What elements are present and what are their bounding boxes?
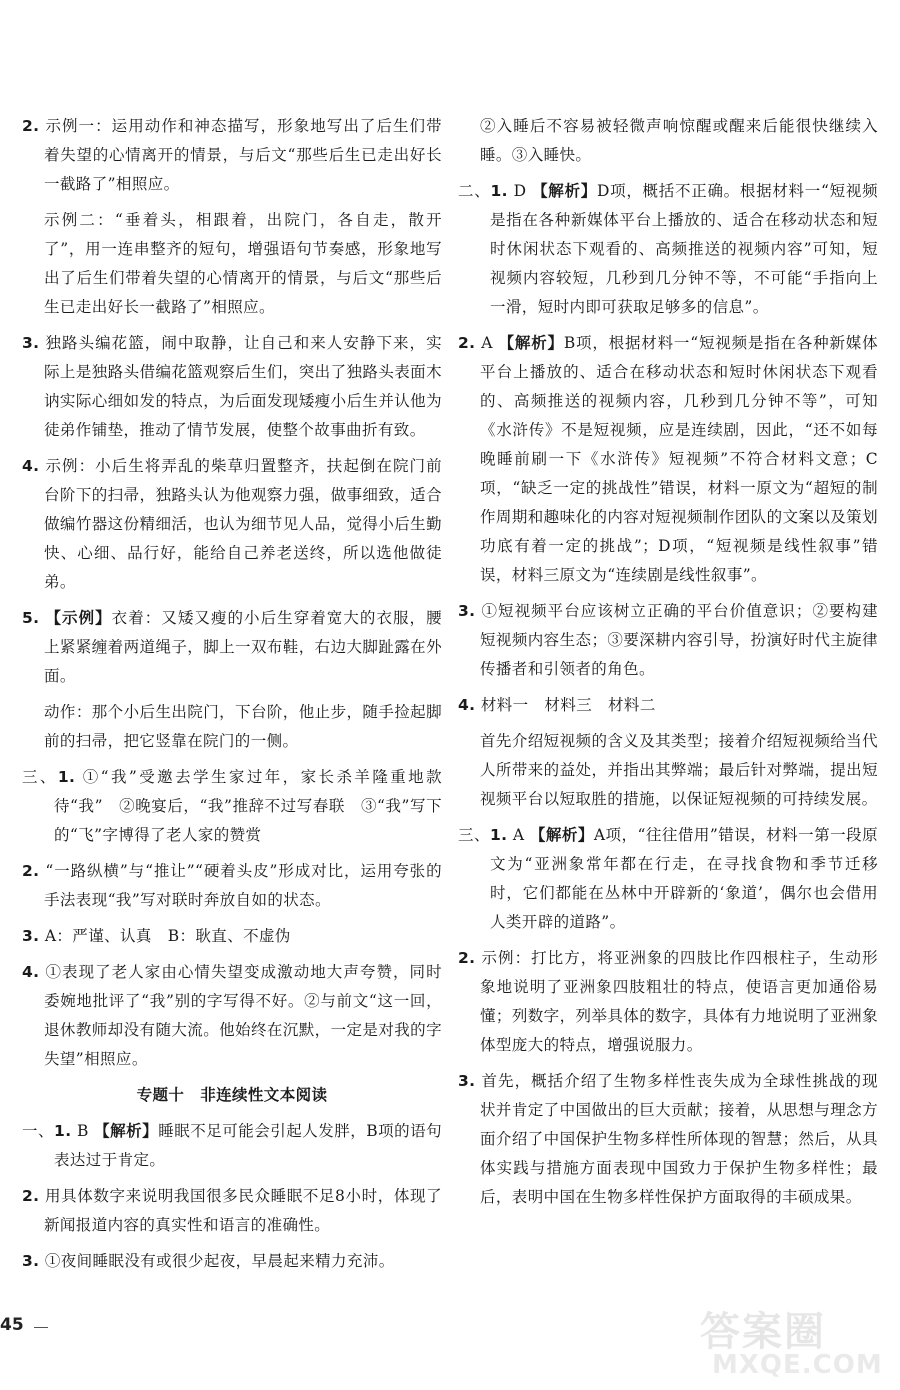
section-title: 专题十 非连续性文本阅读 [136,1086,328,1104]
watermark-url: MXQE.COM [712,1350,883,1380]
left-s3-q2: 2. “一路纵横”与“推让”“硬着头皮”形成对比，运用夸张的手法表现“我”写对联时奔放自如的状态。 [22,862,442,909]
right-s2-q3: 3. ①短视频平台应该树立正确的平台价值意识；②要构建短视频内容生态；③要深耕内容引导，扮演好时代主旋律传播者和引领者的角色。 [458,602,878,678]
left-q4: 4. 示例：小后生将弄乱的柴草归置整齐，扶起倒在院门前台阶下的扫帚，独路头认为他观察力强，做事细致，适合做编竹器这份精细活，也认为细节见人品，觉得小后生勤快、心细、品行好，能给自己养老送终，所以选他做徒弟。 [22,457,442,591]
right-s3-q2: 2. 示例：打比方，将亚洲象的四肢比作四根柱子，生动形象地说明了亚洲象四肢粗壮的特点，使语言更加通俗易懂；列数字，列举具体的数字，具体有力地说明了亚洲象体型庞大的特点，增强说服力。 [458,949,878,1054]
left-s3-q4: 4. ①表现了老人家由心情失望变成激动地大声夸赞，同时委婉地批评了“我”别的字写得不好。②与前文“这一回，退休教师却没有随大流。他始终在沉默，一定是对我的字失望”相照应。 [22,963,442,1068]
left-s3-q3: 3. A：严谨、认真 B：耿直、不虚伪 [22,927,291,945]
footer-rule [34,1327,48,1328]
left-q5-clothing: 5. 【示例】衣着：又矮又瘦的小后生穿着宽大的衣服，腰上紧紧缠着两道绳子，脚上一双布鞋，右边大脚趾露在外面。 [22,609,442,685]
left-q2-example2: 示例二：“垂着头，相跟着，出院门，各自走，散开了”，用一连串整齐的短句，增强语句节奏感，形象地写出了后生们带着失望的心情离开的情景，与后文“那些后生已走出好长一截路了”相照应。 [44,211,442,316]
left-q2-example1: 2. 示例一：运用动作和神态描写，形象地写出了后生们带着失望的心情离开的情景，与后文“那些后生已走出好长一截路了”相照应。 [22,117,442,193]
left-s1-q1: 一、1. B 【解析】睡眠不足可能会引起人发胖，B项的语句表达过于肯定。 [22,1122,443,1169]
right-s2-q1: 二、1. D 【解析】D项，概括不正确。根据材料一“短视频是指在各种新媒体平台上播放的、适合在移动状态和短时休闲状态下观看的、高频推送的视频内容”可知，短视频内容较短，几秒到几分钟不等，不可能“手指向上一滑，短时内即可获取足够多的信息”。 [458,182,878,316]
left-q5-action: 动作：那个小后生出院门，下台阶，他止步，随手捡起脚前的扫帚，把它竖靠在院门的一侧。 [44,703,442,750]
right-s2-q4-explanation: 首先介绍短视频的含义及其类型；接着介绍短视频给当代人所带来的益处，并指出其弊端；最后针对弊端，提出短视频平台以短取胜的措施，以保证短视频的可持续发展。 [480,732,878,808]
right-column [458,112,878,1219]
right-s3-q1: 三、1. A 【解析】A项，“往往借用”错误，材料一第一段原文为“亚洲象常年都在行走，在寻找食物和季节迁移时，它们都能在丛林中开辟新的‘象道’，偶尔也会借用人类开辟的道路”。 [458,826,878,931]
left-s1-q2: 2. 用具体数字来说明我国很多民众睡眠不足8小时，体现了新闻报道内容的真实性和语言的准确性。 [22,1187,442,1234]
left-column [22,112,442,1283]
left-s1-q3: 3. ①夜间睡眠没有或很少起夜，早晨起来精力充沛。 [22,1252,395,1270]
page-number: 45 [0,1315,24,1335]
watermark-logo [700,1300,890,1382]
left-s3-q1: 三、1. ①“我”受邀去学生家过年，家长杀羊隆重地款待“我” ②晚宴后，“我”推辞不过写春联 ③“我”写下的“飞”字博得了老人家的赞赏 [22,768,442,844]
right-s2-q2: 2. A 【解析】B项，根据材料一“短视频是指在各种新媒体平台上播放的、适合在移动状态和短时休闲状态下观看的、高频推送的视频内容，几秒到几分钟不等”，可知《水浒传》不是短视频，应是连续剧，因此，“还不如每晚睡前刷一下《水浒传》短视频”不符合材料文意；C项，“缺乏一定的挑战性”错误，材料一原文为“超短的制作周期和趣味化的内容对短视频制作团队的文案以及策划功底有着一定的挑战”；D项，“短视频是线性叙事”错误，材料三原文为“连续剧是线性叙事”。 [458,334,879,584]
right-s1-q3-continued: ②入睡后不容易被轻微声响惊醒或醒来后能很快继续入睡。③入睡快。 [480,117,878,164]
right-s3-q3: 3. 首先，概括介绍了生物多样性丧失成为全球性挑战的现状并肯定了中国做出的巨大贡献；接着，从思想与理念方面介绍了中国保护生物多样性所体现的智慧；然后，从具体实践与措施方面表现中国致力于保护生物多样性；最后，表明中国在生物多样性保护方面取得的丰硕成果。 [458,1072,878,1206]
watermark-text: 答案圈 [700,1309,826,1355]
left-q3: 3. 独路头编花篮，闹中取静，让自己和来人安静下来，实际上是独路头借编花篮观察后生们，突出了独路头表面木讷实际心细如发的特点，为后面发现矮瘦小后生并认他为徒弟作铺垫，推动了情节发展，使整个故事曲折有致。 [22,334,442,439]
right-s2-q4-order: 4. 材料一 材料三 材料二 [458,696,656,714]
